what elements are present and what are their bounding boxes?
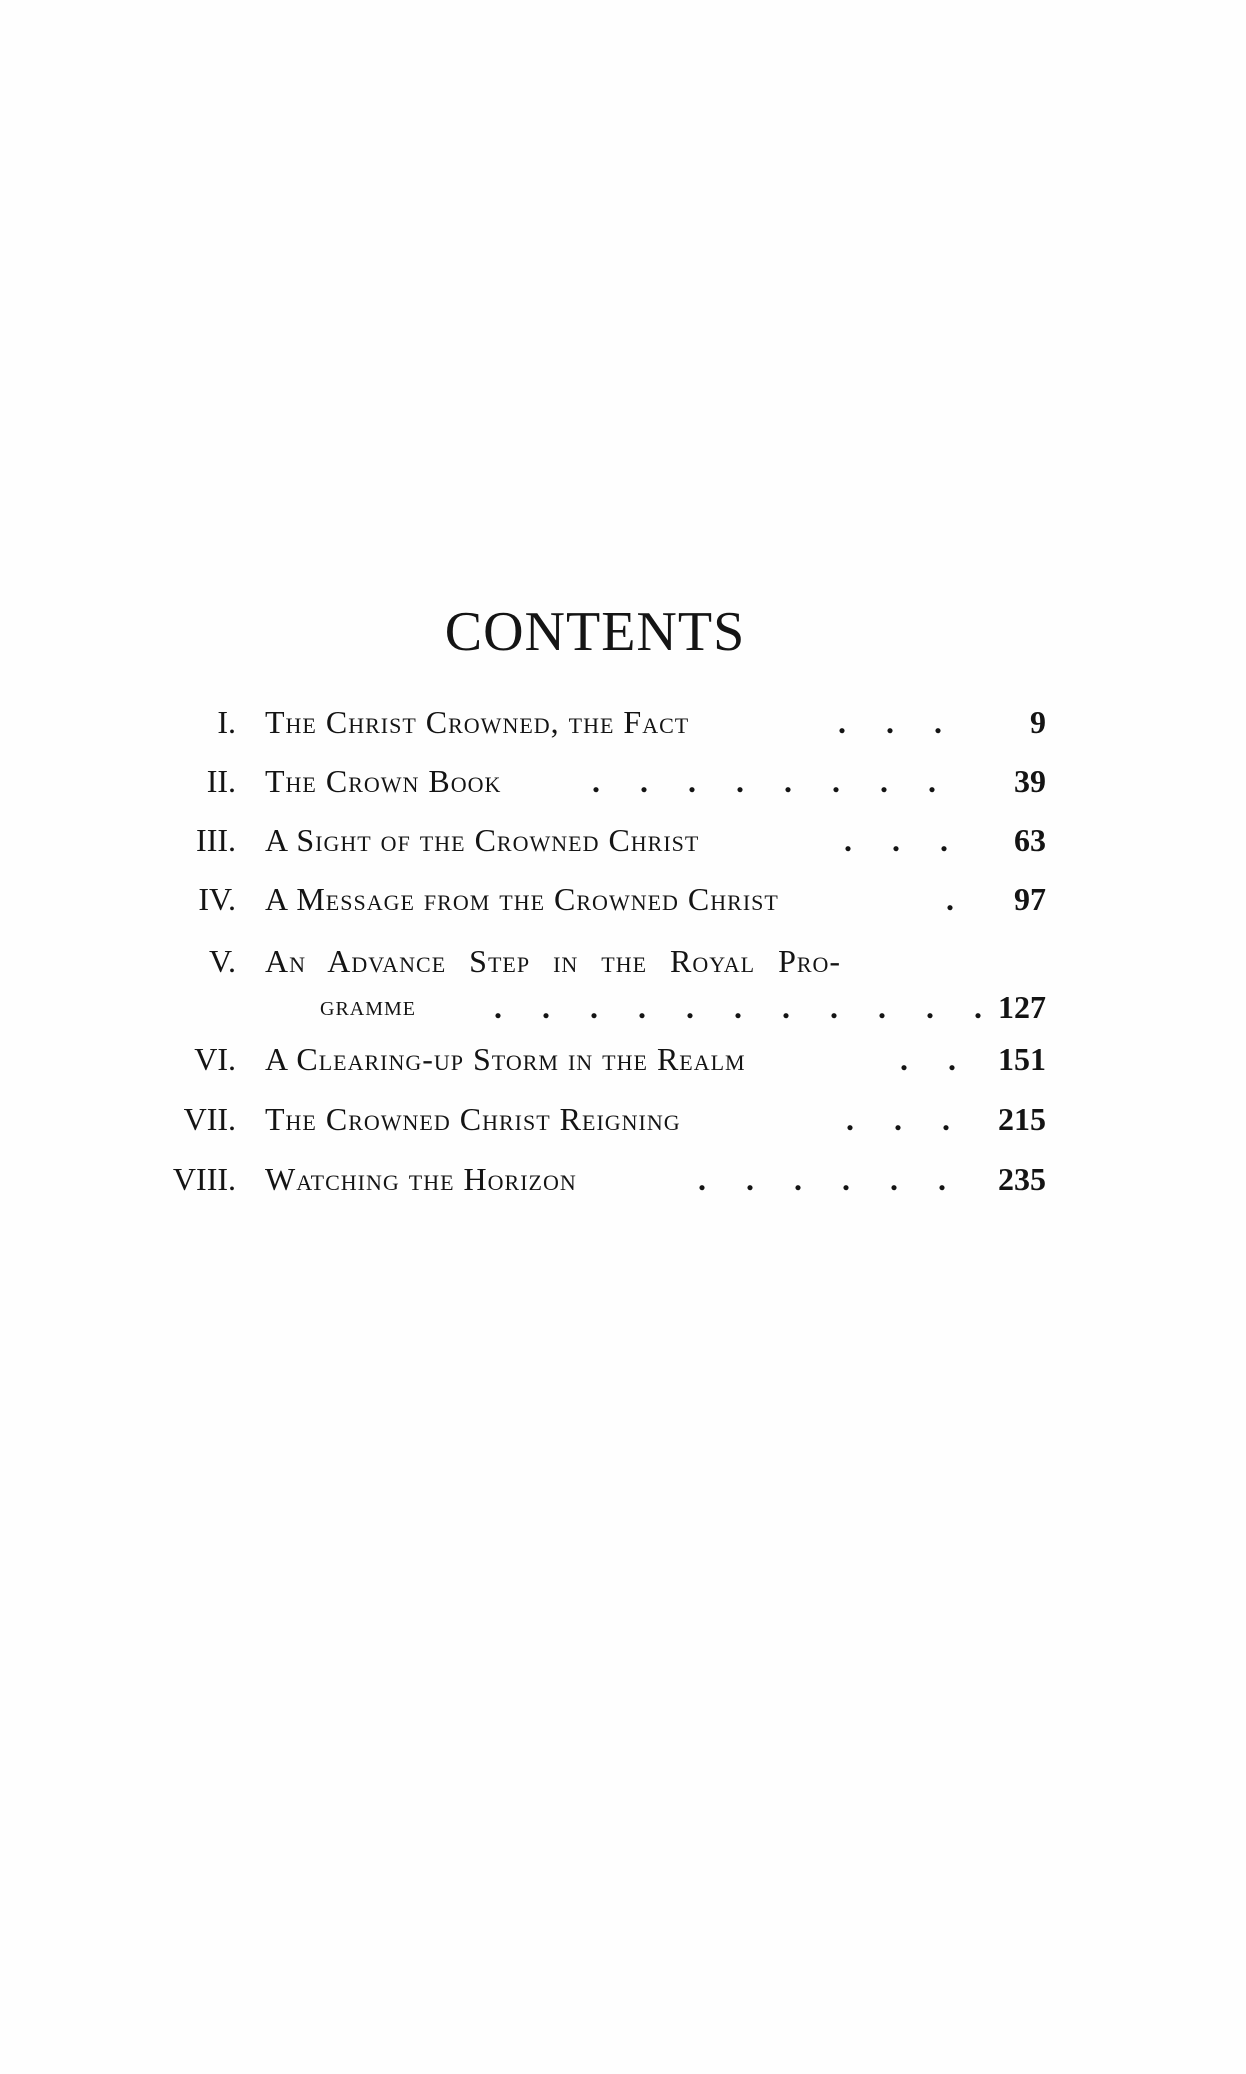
chapter-title: A Sight of the Crowned Christ: [265, 822, 700, 858]
chapter-title: The Christ Crowned, the Fact: [265, 704, 690, 740]
chapter-title: Watching the Horizon: [265, 1161, 577, 1197]
chapter-title: The Crown Book: [265, 763, 502, 799]
toc-entry: [0, 697, 1246, 747]
leader-dots: . . .: [846, 1101, 966, 1137]
chapter-title: An Advance Step in the Royal Pro-: [265, 943, 842, 979]
toc-entry: [0, 1094, 1246, 1144]
chapter-title-continuation: gramme: [320, 991, 417, 1022]
toc-entry: [0, 756, 1246, 806]
leader-dots: . .: [900, 1041, 972, 1077]
chapter-numeral: II.: [206, 763, 236, 799]
chapter-numeral: III.: [196, 822, 236, 858]
contents-heading: CONTENTS: [444, 601, 746, 663]
chapter-numeral: VIII.: [172, 1161, 236, 1197]
chapter-title: A Clearing-up Storm in the Realm: [265, 1041, 746, 1077]
toc-entry: [0, 1154, 1246, 1204]
leader-dots: . . . . . . . .: [592, 763, 952, 799]
chapter-numeral: V.: [209, 943, 236, 979]
leader-dots: . . .: [844, 822, 964, 858]
toc-entry: [0, 815, 1246, 865]
leader-dots: . . . . . . . . . . .: [494, 989, 998, 1025]
toc-entry-continuation: [0, 982, 1246, 1032]
leader-dots: . . .: [838, 704, 958, 740]
page-number: 127: [998, 989, 1046, 1025]
chapter-title: A Message from the Crowned Christ: [265, 881, 779, 917]
page-number: 63: [1014, 822, 1046, 858]
leader-dots: .: [946, 881, 970, 917]
chapter-numeral: I.: [217, 704, 236, 740]
page-number: 215: [998, 1101, 1046, 1137]
page-number: 9: [1030, 704, 1046, 740]
chapter-numeral: VI.: [194, 1041, 236, 1077]
toc-entry: [0, 936, 1246, 986]
page-number: 151: [998, 1041, 1046, 1077]
chapter-numeral: IV.: [198, 881, 236, 917]
page-number: 39: [1014, 763, 1046, 799]
page-number: 97: [1014, 881, 1046, 917]
leader-dots: . . . . . .: [698, 1161, 962, 1197]
chapter-numeral: VII.: [183, 1101, 236, 1137]
toc-entry: [0, 874, 1246, 924]
chapter-title: The Crowned Christ Reigning: [265, 1101, 681, 1137]
page-number: 235: [998, 1161, 1046, 1197]
toc-entry: [0, 1034, 1246, 1084]
